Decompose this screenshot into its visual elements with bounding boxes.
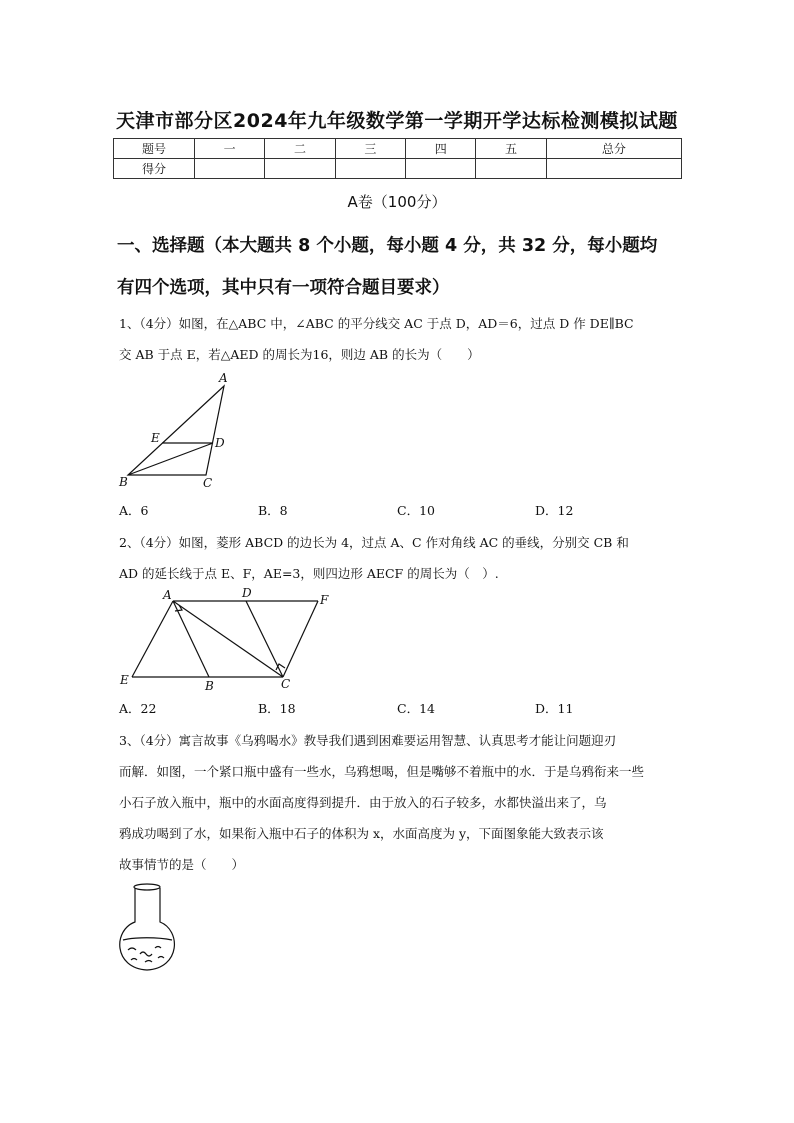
q3-text-line5: 故事情节的是（ ）: [119, 857, 245, 872]
q3-text-line4: 鸦成功喝到了水，如果衔入瓶中石子的体积为 x，水面高度为 y，下面图象能大致表示该: [119, 826, 604, 841]
q1-text-line1: 1、（4分）如图，在△ABC 中，∠ABC 的平分线交 AC 于点 D，AD＝6，过点 D 作 DE∥BC: [119, 316, 634, 331]
q1-label-e: E: [151, 431, 160, 445]
q2-label-d: D: [242, 586, 252, 600]
q1-option-d[interactable]: D．12: [535, 503, 574, 518]
q1-label-a: A: [219, 371, 228, 385]
q2-text-line2: AD 的延长线于点 E、F，AE=3，则四边形 AECF 的周长为（ ）.: [119, 566, 499, 581]
q2-label-e: E: [120, 673, 129, 687]
flask-water-surface: [123, 938, 172, 940]
q1-option-b[interactable]: B．8: [258, 503, 288, 518]
score-header-cell: 二: [265, 139, 335, 159]
q1-option-a[interactable]: A．6: [119, 503, 149, 518]
q1-text-line2: 交 AB 于点 E，若△AED 的周长为16，则边 AB 的长为（ ）: [119, 347, 480, 362]
q2-option-a[interactable]: A．22: [119, 701, 157, 716]
q1-label-d: D: [215, 436, 225, 450]
q3-text-line1: 3、（4分）寓言故事《乌鸦喝水》教导我们遇到困难要运用智慧、认真思考才能让问题迎刃: [119, 733, 617, 748]
score-header-cell: 五: [476, 139, 546, 159]
q2-option-c[interactable]: C．14: [397, 701, 435, 716]
q2-label-a: A: [163, 588, 172, 602]
section-a-heading: A卷（100分）: [347, 193, 447, 211]
q3-text-line3: 小石子放入瓶中，瓶中的水面高度得到提升．由于放入的石子较多，水都快溢出来了，乌: [119, 795, 607, 810]
q2-option-b[interactable]: B．18: [258, 701, 296, 716]
score-header-cell: 总分: [546, 139, 681, 159]
q2-label-f: F: [320, 593, 329, 607]
score-header-cell: 三: [335, 139, 405, 159]
score-header-cell: 一: [195, 139, 265, 159]
q1-label-b: B: [119, 475, 128, 489]
part1-heading-line1: 一、选择题（本大题共 8 个小题，每小题 4 分，共 32 分，每小题均: [117, 236, 658, 256]
flask-pebbles: [128, 947, 164, 963]
q1-option-c[interactable]: C．10: [397, 503, 435, 518]
q1-label-c: C: [203, 476, 213, 490]
flask-mouth: [134, 884, 160, 890]
part1-heading-line2: 有四个选项，其中只有一项符合题目要求）: [117, 278, 450, 298]
score-header-cell: 四: [406, 139, 476, 159]
flask-outline: [120, 888, 175, 970]
q2-option-d[interactable]: D．11: [535, 701, 574, 716]
score-header-cell: 题号: [114, 139, 195, 159]
q3-text-line2: 而解．如图，一个紧口瓶中盛有一些水，乌鸦想喝，但是嘴够不着瓶中的水．于是乌鸦衔来一些: [119, 764, 645, 779]
page-title: 天津市部分区2024年九年级数学第一学期开学达标检测模拟试题: [116, 110, 678, 132]
score-row-label: 得分: [114, 159, 195, 179]
q2-label-b: B: [205, 679, 214, 693]
q2-label-c: C: [281, 677, 291, 691]
q2-text-line1: 2、（4分）如图，菱形 ABCD 的边长为 4，过点 A、C 作对角线 AC 的垂线，分别交 CB 和: [119, 535, 629, 550]
